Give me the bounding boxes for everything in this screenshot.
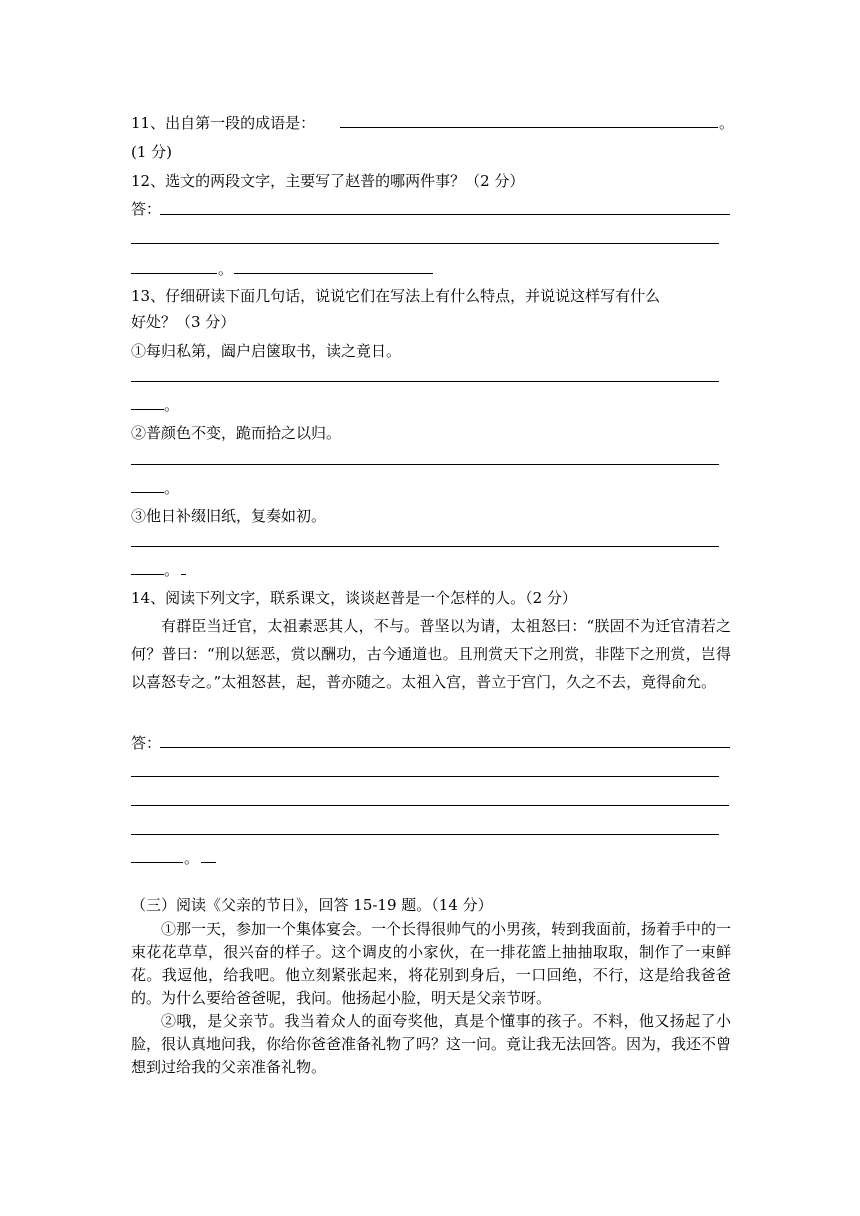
q13-item-1-end: 。	[164, 396, 180, 414]
q13-item-3-short-line[interactable]	[131, 574, 164, 575]
q14-text: 14、阅读下列文字，联系课文，谈谈赵普是一个怎样的人。（2 分）	[131, 589, 577, 607]
q13-item-2-line[interactable]	[131, 464, 719, 465]
q11-text: 11、出自第一段的成语是：	[131, 114, 316, 132]
q13-item-3-line[interactable]	[131, 546, 719, 547]
q13-item-1-line[interactable]	[131, 381, 719, 382]
q13-line-1: 13、仔细研读下面几句话，说说它们在写法上有什么特点，并说说这样写有什么	[131, 287, 661, 305]
q13-item-1-short-line[interactable]	[131, 409, 164, 410]
q14-answer-line-5[interactable]	[131, 862, 183, 863]
q13-item-2-end: 。	[164, 479, 180, 497]
q11-end: 。	[719, 114, 735, 132]
q14-answer-label: 答：	[131, 734, 162, 752]
q12-separator: 。	[218, 260, 234, 278]
q14-answer-line-3[interactable]	[131, 805, 729, 806]
section3-paragraph-2: ②哦，是父亲节。我当着众人的面夸奖他，真是个懂事的孩子。不料，他又扬起了小脸，很认真地问我，你给你爸爸准备礼物了吗？这一问。竟让我无法回答。因为，我还不曾想到过给我的父亲准备礼物。	[131, 1012, 732, 1076]
q12-answer-line-1[interactable]	[160, 214, 730, 215]
q14-tail-mark	[201, 862, 216, 863]
q13-line-2: 好处？（3 分）	[131, 313, 236, 331]
q14-passage: 有群臣当迁官，太祖素恶其人，不与。普坚以为请，太祖怒曰：“朕固不为迁官清若之何？普曰：“刑以惩恶，赏以酬功，古今通道也。且刑赏天下之刑赏，非陛下之刑赏，岂得以喜怒专之。”太祖怒甚，起，普亦随之。太祖入宫，普立于宫门，久之不去，竟得俞允。	[131, 617, 731, 691]
q13-item-3-end: 。	[164, 561, 180, 579]
q13-item-2-short-line[interactable]	[131, 492, 164, 493]
q14-end: 。	[184, 849, 200, 867]
q12-answer-label: 答：	[131, 200, 162, 218]
q14-answer-line-4[interactable]	[131, 834, 719, 835]
section3-paragraph-1: ①那一天，参加一个集体宴会。一个长得很帅气的小男孩，转到我面前，扬着手中的一束花花草草，很兴奋的样子。这个调皮的小家伙，在一排花篮上抽抽取取，制作了一束鲜花。我逗他，给我吧。他立刻紧张起来，将花别到身后，一口回绝，不行，这是给我爸爸的。为什么要给爸爸呢，我问。他扬起小脸，明天是父亲节呀。	[131, 920, 732, 1007]
section3-heading: （三）阅读《父亲的节日》，回答 15-19 题。（14 分）	[131, 896, 493, 914]
q12-answer-line-3b[interactable]	[234, 273, 433, 274]
q13-item-3-tail-mark	[181, 574, 186, 575]
q12-answer-line-2[interactable]	[131, 243, 719, 244]
q13-item-2: ②普颜色不变，跪而拾之以归。	[131, 424, 342, 442]
q12-answer-line-3a[interactable]	[131, 273, 217, 274]
q14-answer-line-1[interactable]	[160, 747, 730, 748]
q13-item-1: ①每归私第，阖户启箧取书，读之竟日。	[131, 342, 402, 360]
q14-answer-line-2[interactable]	[131, 776, 719, 777]
q11-blank[interactable]	[340, 127, 718, 128]
q12-text: 12、选文的两段文字，主要写了赵普的哪两件事？（2 分）	[131, 172, 525, 190]
q11-score: (1 分)	[131, 143, 173, 161]
q13-item-3: ③他日补缀旧纸，复奏如初。	[131, 507, 327, 525]
